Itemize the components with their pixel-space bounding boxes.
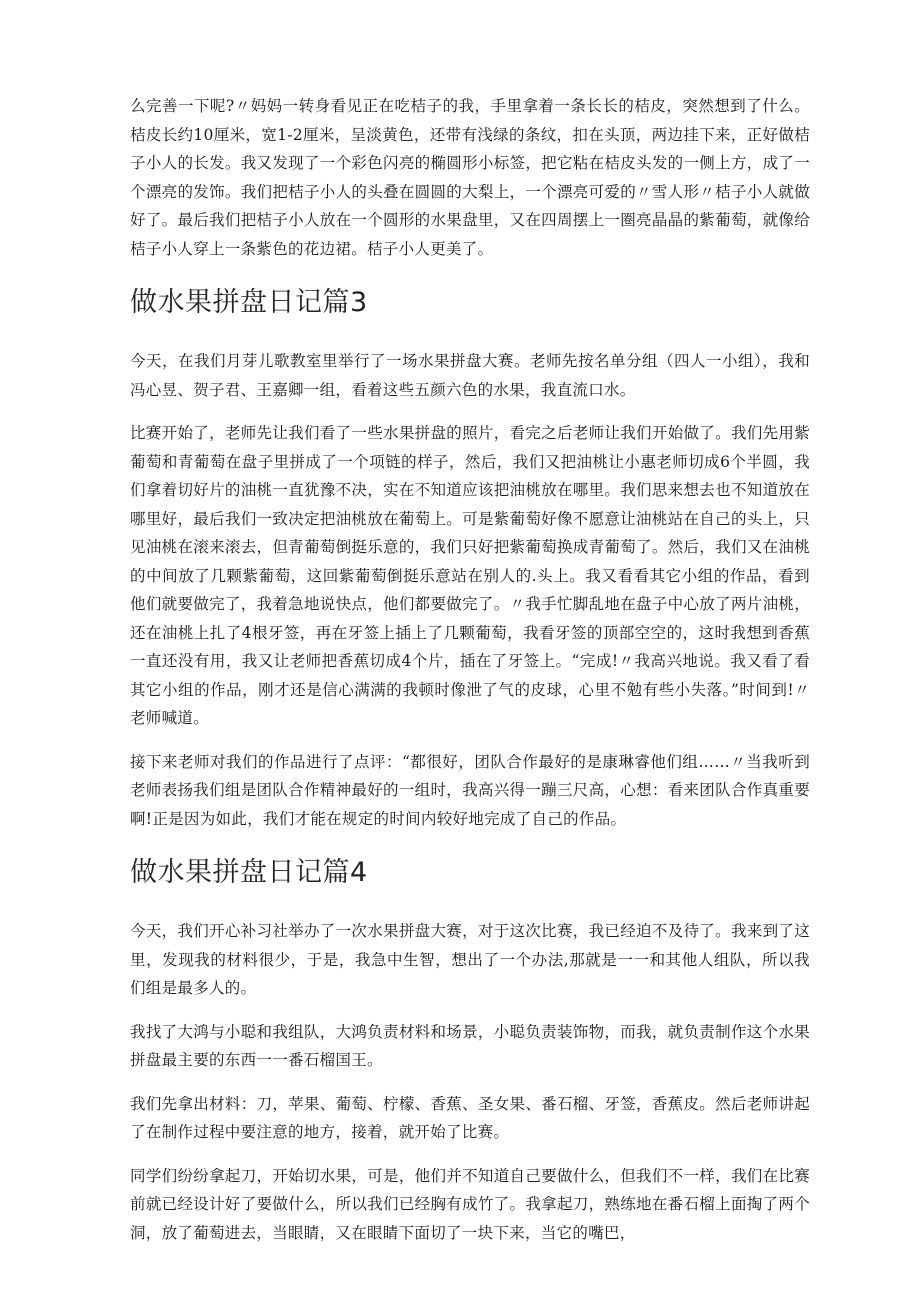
section-4-paragraph-3: 我们先拿出材料：刀，苹果、葡萄、柠檬、香蕉、圣女果、番石榴、牙签，香蕉皮。然后老师讲起了在制作过程中要注意的地方，接着，就开始了比赛。 (130, 1094, 810, 1141)
intro-paragraph: 么完善一下呢?〃妈妈一转身看见正在吃桔子的我，手里拿着一条长长的桔皮，突然想到了什么。桔皮长约10厘米，宽1-2厘米，呈淡黄色，还带有浅绿的条纹，扣在头顶，两边挂下来，正好做桔子小人的长发。我又发现了一个彩色闪亮的椭圆形小标签，把它粘在桔皮头发的一侧上方，成了一个漂亮的发饰。我们把桔子小人的头叠在圆圆的大梨上，一个漂亮可爱的〃雪人形〃桔子小人就做好了。最后我们把桔子小人放在一个圆形的水果盘里，又在四周摆上一圈亮晶晶的紫葡萄，就像给桔子小人穿上一条紫色的花边裙。桔子小人更美了。 (130, 97, 810, 258)
section-4-paragraph-1: 今天，我们开心补习社举办了一次水果拼盘大赛，对于这次比赛，我已经迫不及待了。我来到了这里，发现我的材料很少，于是，我急中生智，想出了一个办法,那就是一一和其他人组队，所以我们组是最多人的。 (130, 922, 810, 997)
section-3-title: 做水果拼盘日记篇3 (130, 287, 368, 318)
document-body (130, 92, 810, 1247)
section-3-paragraph-2: 比赛开始了，老师先让我们看了一些水果拼盘的照片，看完之后老师让我们开始做了。我们先用紫葡萄和青葡萄在盘子里拼成了一个项链的样子，然后，我们又把油桃让小惠老师切成6个半圆，我们拿着切好片的油桃一直犹豫不决，实在不知道应该把油桃放在哪里。我们思来想去也不知道放在哪里好，最后我们一致决定把油桃放在葡萄上。可是紫葡萄好像不愿意让油桃站在自己的头上，只见油桃在滚来滚去，但青葡萄倒挺乐意的，我们只好把紫葡萄换成青葡萄了。然后，我们又在油桃的中间放了几颗紫葡萄，这回紫葡萄倒挺乐意站在别人的.头上。我又看看其它小组的作品，看到他们就要做完了，我着急地说快点，他们都要做完了。〃我手忙脚乱地在盘子中心放了两片油桃，还在油桃上扎了4根牙签，再在牙签上插上了几颗葡萄，我看牙签的顶部空空的，这时我想到香蕉一直还没有用，我又让老师把香蕉切成4个片，插在了牙签上。“完成!〃我高兴地说。我又看了看其它小组的作品，刚才还是信心满满的我顿时像泄了气的皮球，心里不勉有些小失落。”时间到!〃老师喊道。 (130, 424, 810, 727)
section-4-paragraph-2: 我找了大鸿与小聪和我组队，大鸿负责材料和场景，小聪负责装饰物，而我，就负责制作这个水果拼盘最主要的东西一一番石榴国王。 (130, 1022, 810, 1069)
section-4-paragraph-4: 同学们纷纷拿起刀，开始切水果，可是，他们并不知道自己要做什么，但我们不一样，我们在比赛前就已经设计好了要做什么，所以我们已经胸有成竹了。我拿起刀，熟练地在番石榴上面掏了两个洞，放了葡萄进去，当眼睛，又在眼睛下面切了一块下来，当它的嘴巴， (130, 1166, 810, 1242)
section-3-paragraph-1: 今天，在我们月芽儿歌教室里举行了一场水果拼盘大赛。老师先按名单分组（四人一小组），我和冯心昱、贺子君、王嘉卿一组，看着这些五颜六色的水果，我直流口水。 (130, 352, 810, 399)
section-4-title: 做水果拼盘日记篇4 (130, 857, 368, 888)
section-3-paragraph-3: 接下来老师对我们的作品进行了点评：“都很好，团队合作最好的是康琳睿他们组……〃当我听到老师表扬我们组是团队合作精神最好的一组时，我高兴得一蹦三尺高，心想：看来团队合作真重要啊!正是因为如此，我们才能在规定的时间内较好地完成了自己的作品。 (130, 752, 810, 828)
